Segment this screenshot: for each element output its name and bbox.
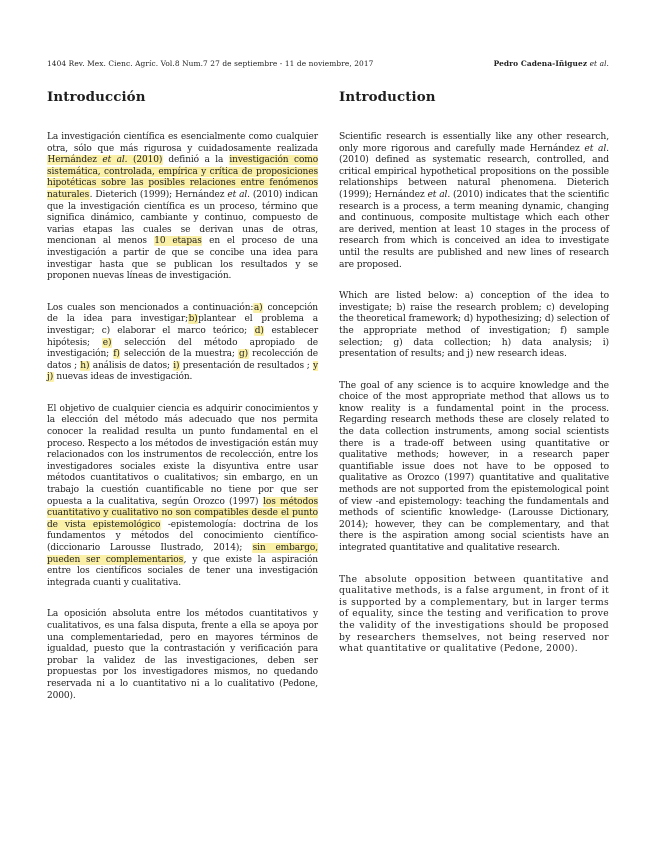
spanish-heading: Introducción [47,89,146,105]
highlight: e) [102,337,112,348]
highlight: i) [173,360,180,371]
spanish-paragraph-3: El objetivo de cualquier ciencia es adquirir conocimientos y la elección del método más adecuado que nos permita conocer la realidad resulta un punto fundamental en el proceso. Respecto a los métodos de investigación están muy relacionados con los instrumentos de recolección, entre los investigadores sociales existe la disyuntiva entre usar métodos cuantitativos o cualitativos; sin embargo, en un trabajo la cuestión cuantificable no tiene por que ser opuesta a la cualitativa, según Orozco (1997) los métodos cuantitativo y cualitativo no son compatibles desde el punto de vista epistemológico -epistemología: doctrina de los fundamentos y métodos del conocimiento científico- (diccionario Larousse Ilustrado, 2014); sin embargo, pueden ser complementarios, y que existe la aspiración entre los científicos sociales de tener una investigación integrada cuanti y cualitativa. [47,403,319,588]
highlight: a) [253,302,263,313]
spanish-paragraph-4: La oposición absoluta entre los métodos cuantitativos y cualitativos, es una falsa disputa, frente a ella se apoya por una complementariedad, pero en mayores términos de igualdad, puesto que la contrastación y verificación para probar la validez de las investigaciones, deben ser propuestas por los investigadores mismos, no quedando reservada ni a lo cuantitativo ni a lo cualitativo (Pedone, 2000). [47,609,318,701]
spanish-paragraph-2: Los cuales son mencionados a continuación:a) concepción de la idea para investigar;b)plantear el problema a investigar; c) elaborar el marco teórico; d) establecer hipótesis; e) selección del método apropiado de investigación; f) selección de la muestra; g) recolección de datos ; h) análisis de datos; i) presentación de resultados ; y j) nuevas ideas de investigación. [47,302,319,383]
running-head-citation: 1404 Rev. Mex. Cienc. Agríc. Vol.8 Num.7 27 de septiembre - 11 de noviembre, 2017 [47,59,374,68]
highlight: los métodos cuantitativo y cualitativo no son compatibles desde el punto de vista epistemológico [47,496,318,530]
english-heading: Introduction [339,89,436,105]
highlight: investigación como sistemática, controlada, empírica y crítica de proposiciones hipotéticas sobre las posibles relaciones entre fenómenos naturales [47,155,319,200]
highlight: 10 etapas [154,236,202,247]
spanish-paragraph-1: La investigación científica es esencialmente como cualquier otra, sólo que más rigurosa y cuidadosamente realizada Hernández et al. (2010) definió a la investigación como sistemática, controlada, empírica y crítica de proposiciones hipotéticas sobre las posibles relaciones entre fenómenos naturales. Dieterich (1999); Hernández et al. (2010) indican que la investigación científica es un proceso, término que significa dinámico, cambiante y continuo, compuesto de varias etapas las cuales se derivan unas de otras, mencionan al menos 10 etapas en el proceso de una investigación a partir de que se concibe una idea para investigar hasta que se publican los resultados y se proponen nuevas líneas de investigación. [47,132,319,282]
highlight: y j) [47,360,319,383]
english-column [339,88,609,676]
highlight: h) [80,360,90,371]
running-head-author-name: Pedro Cadena-Iñiguez [493,59,588,68]
highlight: f) [113,349,120,360]
highlight: d) [254,325,264,336]
highlight: g) [238,349,249,360]
running-head [47,59,609,68]
running-head-author [494,59,609,68]
spanish-column [47,88,318,722]
english-paragraph-4: The absolute opposition between quantitative and qualitative methods, is a false argument, in front of it is supported by a complementary, but in larger terms of equality, since the testing and verification to prove the validity of the investigations should be proposed by researchers themselves, not being reserved nor what quantitative or qualitative (Pedone, 2000). [339,574,609,655]
running-head-etal: et al. [589,59,609,68]
highlight: Hernández et al. (2010) [47,155,163,166]
english-paragraph-1: Scientific research is essentially like any other research, only more rigorous and carefully made Hernández et al. (2010) defined as systematic research, controlled, and critical empirical hypothetical propositions on the possible relationships between natural phenomena. Dieterich (1999); Hernández et al. (2010) indicates that the scientific research is a process, a term meaning dynamic, changing and continuous, composite multistage which each other are derived, mention at least 10 stages in the process of research from which is conceived an idea to investigate until the results are published and new lines of research are proposed. [339,132,609,270]
english-paragraph-3: The goal of any science is to acquire knowledge and the choice of the most appropriate method that allows us to know reality is a fundamental point in the process. Regarding research methods these are closely related to the data collection instruments, among social scientists there is a trade-off between using quantitative or qualitative methods; however, in a research paper quantifiable issue does not have to be opposed to qualitative as Orozco (1997) quantitative and qualitative methods are not supported from the epistemological point of view -and epistemology: teaching the fundamentals and methods of scientific knowledge- (Larousse Dictionary, 2014); however, they can be complementary, and that there is the aspiration among social scientists have an integrated quantitative and qualitative research. [339,380,609,553]
highlight: sin embargo, pueden ser complementarios [47,543,318,565]
highlight: b) [188,314,198,325]
english-paragraph-2: Which are listed below: a) conception of the idea to investigate; b) raise the research problem; c) developing the theoretical framework; d) hypothesizing; d) selection of the appropriate method of investigation; f) sample selection; g) data collection; h) data analysis; i) presentation of results; and j) new research ideas. [339,291,609,360]
